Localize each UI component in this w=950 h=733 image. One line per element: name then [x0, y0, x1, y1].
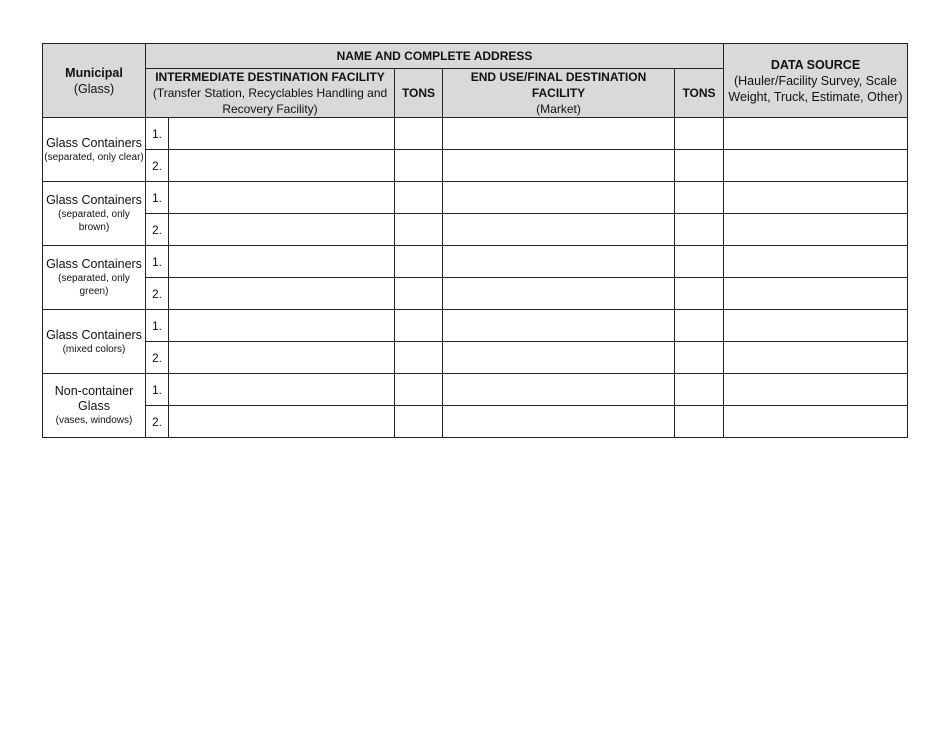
- material-detail: (mixed colors): [62, 343, 126, 355]
- end-use-tons-field[interactable]: [675, 246, 724, 278]
- row-number: 2.: [146, 278, 169, 310]
- municipal-label: Municipal: [65, 65, 123, 80]
- row-number: 1.: [146, 118, 169, 150]
- intermediate-sub: (Transfer Station, Recyclables Handling and Recovery Facility): [152, 86, 388, 116]
- material-name: Glass Containers: [46, 193, 142, 207]
- row-number: 1.: [146, 246, 169, 278]
- intermediate-tons-field[interactable]: [395, 214, 443, 246]
- intermediate-facility-field[interactable]: [169, 118, 395, 150]
- municipal-header: [43, 44, 146, 118]
- end-use-tons-field[interactable]: [675, 278, 724, 310]
- data-source-field[interactable]: [724, 214, 908, 246]
- end-use-facility-field[interactable]: [443, 374, 675, 406]
- row-number: 1.: [146, 310, 169, 342]
- table-row: [43, 246, 908, 278]
- row-number: 2.: [146, 150, 169, 182]
- end-use-facility-field[interactable]: [443, 246, 675, 278]
- table-row: [43, 118, 908, 150]
- material-label: [43, 374, 146, 438]
- end-use-tons-field[interactable]: [675, 118, 724, 150]
- intermediate-facility-field[interactable]: [169, 182, 395, 214]
- end-use-facility-field[interactable]: [443, 310, 675, 342]
- end-use-tons-field[interactable]: [675, 182, 724, 214]
- end-use-facility-header: [443, 69, 675, 118]
- row-number: 1.: [146, 182, 169, 214]
- data-source-field[interactable]: [724, 118, 908, 150]
- intermediate-tons-field[interactable]: [395, 182, 443, 214]
- material-name: Non-container Glass: [54, 384, 134, 413]
- intermediate-tons-field[interactable]: [395, 118, 443, 150]
- table-row: [43, 182, 908, 214]
- name-address-header: NAME AND COMPLETE ADDRESS: [146, 44, 724, 69]
- material-detail: (separated, only brown): [58, 209, 130, 233]
- end-use-tons-field[interactable]: [675, 374, 724, 406]
- intermediate-tons-field[interactable]: [395, 246, 443, 278]
- end-use-facility-field[interactable]: [443, 182, 675, 214]
- material-name: Glass Containers: [46, 135, 142, 150]
- end-use-tons-field[interactable]: [675, 150, 724, 182]
- intermediate-facility-field[interactable]: [169, 150, 395, 182]
- end-use-title: END USE/FINAL DESTINATION FACILITY: [470, 70, 647, 100]
- data-source-field[interactable]: [724, 342, 908, 374]
- intermediate-title: INTERMEDIATE DESTINATION FACILITY: [155, 70, 385, 84]
- table-row: [43, 214, 908, 246]
- end-use-facility-field[interactable]: [443, 150, 675, 182]
- data-source-title: DATA SOURCE: [770, 57, 861, 72]
- intermediate-facility-field[interactable]: [169, 406, 395, 438]
- intermediate-facility-field[interactable]: [169, 374, 395, 406]
- material-label: [43, 246, 146, 310]
- intermediate-facility-field[interactable]: [169, 310, 395, 342]
- material-name: Glass Containers: [46, 327, 142, 342]
- intermediate-tons-field[interactable]: [395, 342, 443, 374]
- material-name: Glass Containers: [46, 257, 142, 271]
- intermediate-facility-field[interactable]: [169, 214, 395, 246]
- municipal-sub: (Glass): [73, 81, 115, 96]
- material-label: [43, 118, 146, 182]
- glass-destination-form: [42, 43, 908, 438]
- material-detail: (vases, windows): [55, 415, 133, 426]
- end-use-facility-field[interactable]: [443, 278, 675, 310]
- intermediate-tons-field[interactable]: [395, 150, 443, 182]
- table-row: [43, 150, 908, 182]
- data-source-field[interactable]: [724, 374, 908, 406]
- row-number: 2.: [146, 342, 169, 374]
- material-label: [43, 310, 146, 374]
- intermediate-facility-header: [146, 69, 395, 118]
- tons-header-1: TONS: [395, 69, 443, 118]
- table-row: [43, 342, 908, 374]
- end-use-tons-field[interactable]: [675, 406, 724, 438]
- table-row: [43, 278, 908, 310]
- row-number: 1.: [146, 374, 169, 406]
- end-use-facility-field[interactable]: [443, 342, 675, 374]
- end-use-facility-field[interactable]: [443, 214, 675, 246]
- row-number: 2.: [146, 214, 169, 246]
- data-source-field[interactable]: [724, 310, 908, 342]
- end-use-sub: (Market): [536, 102, 581, 116]
- material-label: [43, 182, 146, 246]
- data-source-field[interactable]: [724, 150, 908, 182]
- intermediate-tons-field[interactable]: [395, 278, 443, 310]
- intermediate-facility-field[interactable]: [169, 278, 395, 310]
- form-body: [43, 118, 908, 438]
- end-use-tons-field[interactable]: [675, 342, 724, 374]
- table-row: [43, 406, 908, 438]
- intermediate-tons-field[interactable]: [395, 374, 443, 406]
- table-row: [43, 310, 908, 342]
- data-source-field[interactable]: [724, 406, 908, 438]
- data-source-header: [724, 44, 908, 118]
- table-row: [43, 374, 908, 406]
- data-source-field[interactable]: [724, 246, 908, 278]
- intermediate-tons-field[interactable]: [395, 310, 443, 342]
- data-source-sub: (Hauler/Facility Survey, Scale Weight, Truck, Estimate, Other): [728, 73, 903, 104]
- material-detail: (separated, only clear): [44, 151, 144, 163]
- data-source-field[interactable]: [724, 278, 908, 310]
- end-use-facility-field[interactable]: [443, 118, 675, 150]
- data-source-field[interactable]: [724, 182, 908, 214]
- end-use-facility-field[interactable]: [443, 406, 675, 438]
- end-use-tons-field[interactable]: [675, 214, 724, 246]
- intermediate-facility-field[interactable]: [169, 246, 395, 278]
- material-detail: (separated, only green): [58, 273, 130, 297]
- intermediate-tons-field[interactable]: [395, 406, 443, 438]
- tons-header-2: TONS: [675, 69, 724, 118]
- end-use-tons-field[interactable]: [675, 310, 724, 342]
- row-number: 2.: [146, 406, 169, 438]
- intermediate-facility-field[interactable]: [169, 342, 395, 374]
